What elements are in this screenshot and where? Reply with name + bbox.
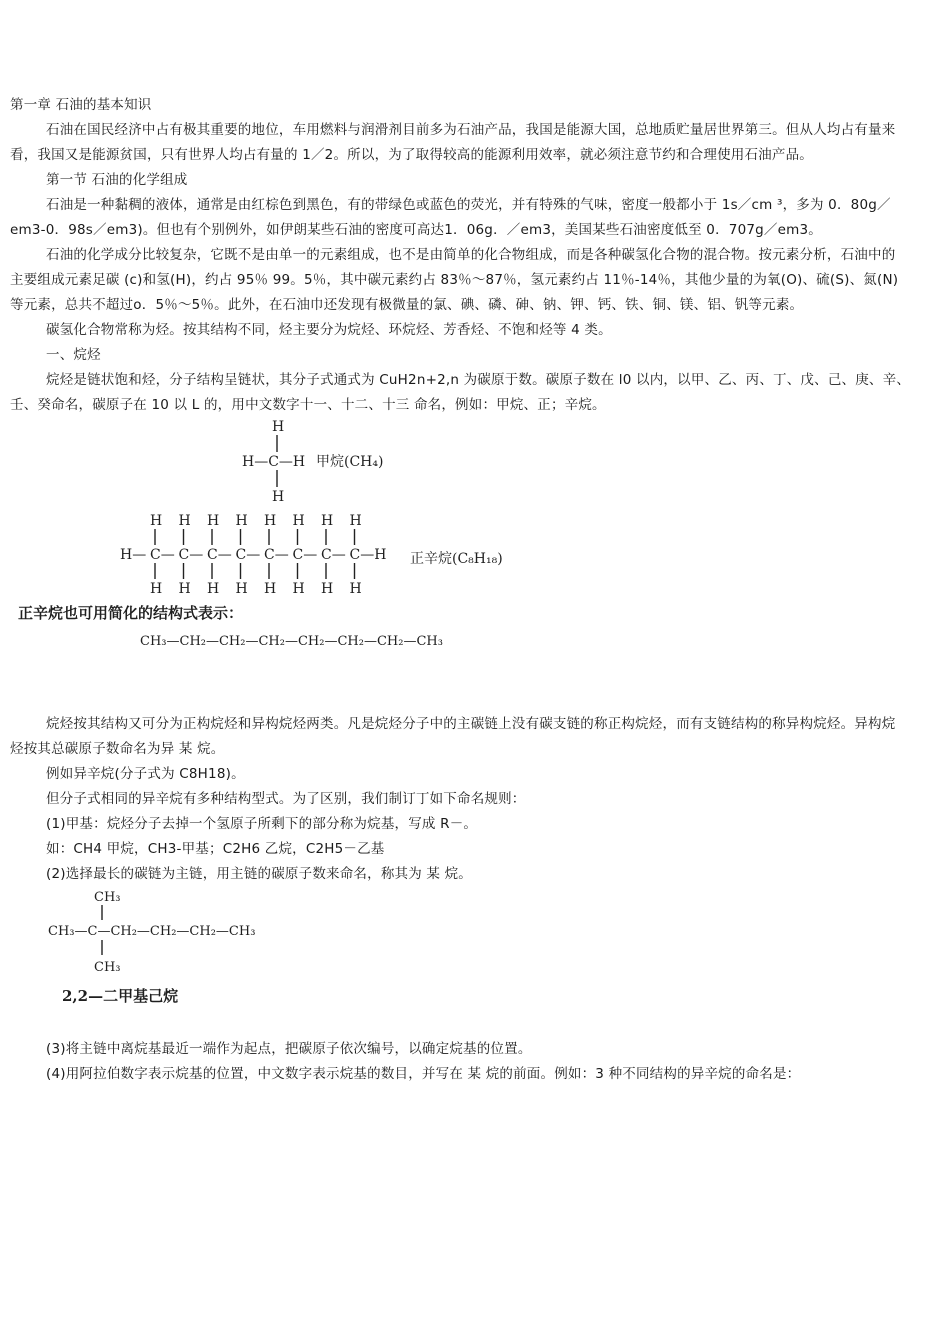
condensed-formula: CH₃—CH₂—CH₂—CH₂—CH₂—CH₂—CH₂—CH₃	[140, 634, 443, 649]
paragraph-line: 石油的化学成分比较复杂，它既不是由单一的元素组成，也不是由简单的化合物组成，而是各种碳氢化合物的混合物。按元素分析，石油中的	[46, 247, 896, 263]
carbon-atom: C—	[178, 547, 204, 563]
carbon-atom: C—	[292, 547, 318, 563]
paragraph-line: 主要组成元素足碳 (c)和氢(H)，约占 95％ 99。5％，其中碳元素约占 83％～87％，氢元素约占 11％-14％，其他少量的为氧(O)、硫(S)、氮(N)	[10, 272, 899, 288]
paragraph-line: 看，我国又是能源贫国，只有世界人均占有量的 1／2。所以，为了取得较高的能源利用效率，就必须注意节约和合理使用石油产品。	[10, 147, 813, 163]
rule-item: (1)甲基：烷烃分子去掉一个氢原子所剩下的部分称为烷基，写成 R－。	[46, 816, 478, 832]
hydrogen-atom: H	[150, 513, 163, 529]
hydrogen-atom: H	[349, 581, 362, 597]
paragraph-line: 壬、癸命名，碳原子在 10 以 L 的，用中文数字十一、十二、十三 命名，例如：甲烷、正；辛烷。	[10, 397, 606, 413]
paragraph-line: 石油是一种黏稠的液体，通常是由红棕色到黑色，有的带绿色或蓝色的荧光，并有特殊的气味，密度一般都小于 1s／cm ³，多为 0．80g／	[46, 197, 891, 213]
carbon-atom: C—	[235, 547, 261, 563]
paragraph-line: 但分子式相同的异辛烷有多种结构型式。为了区别，我们制订丁如下命名规则：	[46, 791, 526, 807]
alkane-structure-figure	[10, 415, 610, 665]
chapter-title: 第一章 石油的基本知识	[10, 97, 152, 113]
bottom-methyl-group: CH₃	[94, 960, 121, 975]
carbon-atom: C—H	[349, 547, 387, 563]
paragraph-line: 碳氢化合物常称为烃。按其结构不同，烃主要分为烷烃、环烷烃、芳香烃、不饱和烃等 4 类。	[46, 322, 612, 338]
paragraph-line: 石油在国民经济中占有极其重要的地位，车用燃料与润滑剂目前多为石油产品，我国是能源大国，总地质贮量居世界第三。但从人均占有量来	[46, 122, 896, 138]
rule-item: (3)将主链中离烷基最近一端作为起点，把碳原子依次编号，以确定烷基的位置。	[46, 1041, 532, 1057]
svg-text:H—C—H: H—C—H	[242, 454, 306, 470]
main-chain: CH₃—C—CH₂—CH₂—CH₂—CH₃	[48, 924, 256, 939]
svg-text:H: H	[272, 489, 285, 505]
rule-item: (4)用阿拉伯数字表示烷基的位置，中文数字表示烷基的数目，并写在 某 烷的前面。例如：3 种不同结构的异辛烷的命名是：	[46, 1066, 801, 1082]
octane-chain-start: H—	[120, 547, 147, 563]
hydrogen-atom: H	[321, 513, 334, 529]
compound-name: 2,2—二甲基己烷	[62, 987, 179, 1005]
hydrogen-atom: H	[207, 513, 220, 529]
methane-label: 甲烷(CH₄)	[316, 454, 384, 470]
section-title: 第一节 石油的化学组成	[46, 172, 188, 188]
hydrogen-atom: H	[292, 513, 305, 529]
figure-caption: 正辛烷也可用简化的结构式表示：	[18, 604, 244, 622]
paragraph-line: em3-0．98s／em3)。但也有个别例外，如伊朗某些石油的密度可高达1．06g．／em3，美国某些石油密度低至 0．707g／em3。	[10, 222, 822, 238]
paragraph-line: 例如异辛烷(分子式为 C8H18)。	[46, 766, 245, 782]
hydrogen-atom: H	[207, 581, 220, 597]
paragraph-line: 烷烃按其结构又可分为正构烷烃和异构烷烃两类。凡是烷烃分子中的主碳链上没有碳支链的称正构烷烃，而有支链结构的称异构烷烃。异构烷	[46, 716, 896, 732]
hydrogen-atom: H	[321, 581, 334, 597]
carbon-atom: C—	[264, 547, 289, 563]
carbon-atom: C—	[321, 547, 346, 563]
top-methyl-group: CH₃	[94, 890, 121, 905]
methane-structure	[242, 419, 383, 505]
hydrogen-atom: H	[235, 581, 248, 597]
hydrogen-atom: H	[150, 581, 163, 597]
paragraph-line: 烷烃是链状饱和烃，分子结构呈链状，其分子式通式为 CuH2n+2,n 为碳原于数。碳原子数在 l0 以内，以甲、乙、丙、丁、戊、己、庚、辛、	[46, 372, 911, 388]
subsection-title: 一、烷烃	[46, 347, 101, 363]
carbon-atom: C—	[150, 547, 175, 563]
carbon-atom: C—	[207, 547, 232, 563]
hydrogen-atom: H	[178, 581, 191, 597]
rule-item: (2)选择最长的碳链为主链，用主链的碳原子数来命名，称其为 某 烷。	[46, 866, 473, 882]
svg-text:H: H	[272, 419, 285, 435]
octane-structure	[120, 513, 503, 597]
paragraph-line: 等元素，总共不超过o．5％～5％。此外，在石油巾还发现有极微量的氯、碘、磷、砷、钠、钾、钙、铁、铜、镁、铝、钒等元素。	[10, 297, 804, 313]
dimethylhexane-figure	[40, 885, 340, 1010]
rule-example: 如：CH4 甲烷，CH3-甲基；C2H6 乙烷，C2H5－乙基	[46, 841, 385, 857]
paragraph-line: 烃按其总碳原子数命名为异 某 烷。	[10, 741, 225, 757]
hydrogen-atom: H	[235, 513, 248, 529]
hydrogen-atom: H	[264, 513, 277, 529]
hydrogen-atom: H	[264, 581, 277, 597]
hydrogen-atom: H	[349, 513, 362, 529]
hydrogen-atom: H	[178, 513, 191, 529]
octane-label: 正辛烷(C₈H₁₈)	[410, 551, 503, 567]
hydrogen-atom: H	[292, 581, 305, 597]
